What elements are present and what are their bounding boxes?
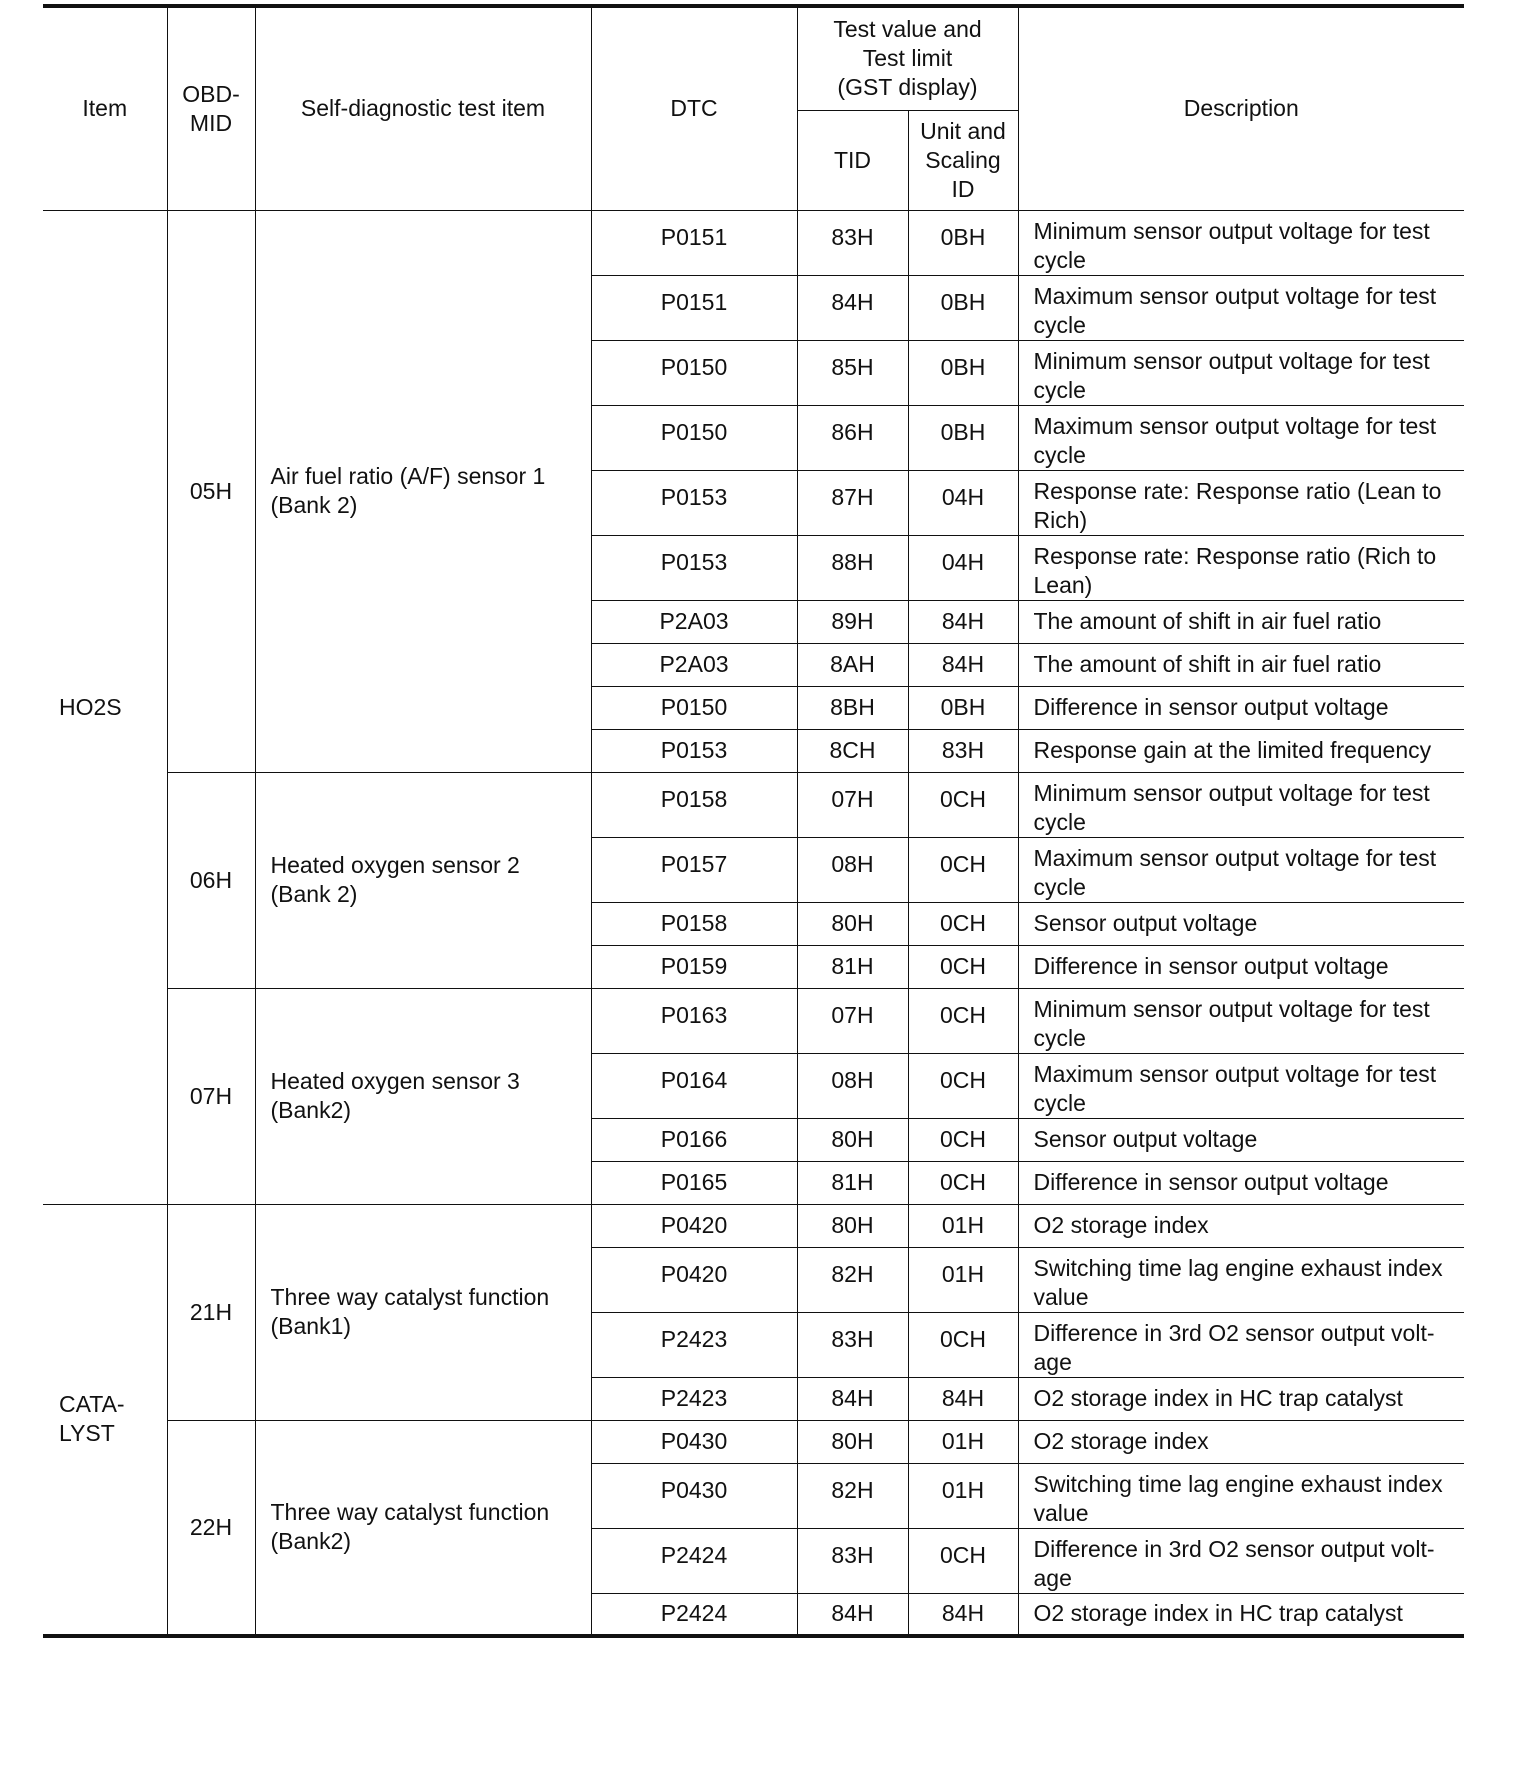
- unit-scaling-cell: 0BH: [908, 686, 1018, 729]
- unit-scaling-cell: 01H: [908, 1420, 1018, 1463]
- dtc-cell: P0158: [591, 772, 797, 837]
- dtc-cell: P0166: [591, 1118, 797, 1161]
- description-cell: Switching time lag engine exhaust index value: [1018, 1463, 1464, 1528]
- dtc-cell: P2424: [591, 1593, 797, 1636]
- dtc-cell: P0151: [591, 275, 797, 340]
- tid-cell: 82H: [797, 1463, 908, 1528]
- tid-cell: 80H: [797, 1118, 908, 1161]
- unit-scaling-cell: 0CH: [908, 772, 1018, 837]
- description-cell: O2 storage index in HC trap catalyst: [1018, 1593, 1464, 1636]
- unit-scaling-cell: 83H: [908, 729, 1018, 772]
- description-cell: Response rate: Response ratio (Lean to Rich): [1018, 470, 1464, 535]
- unit-scaling-cell: 01H: [908, 1247, 1018, 1312]
- table-row: [43, 1420, 1464, 1463]
- table-row: [43, 1204, 1464, 1247]
- dtc-cell: P0420: [591, 1204, 797, 1247]
- tid-cell: 81H: [797, 945, 908, 988]
- tid-cell: 07H: [797, 988, 908, 1053]
- dtc-cell: P0150: [591, 405, 797, 470]
- table-row: [43, 988, 1464, 1053]
- tid-cell: 08H: [797, 837, 908, 902]
- unit-scaling-cell: 01H: [908, 1463, 1018, 1528]
- header-test-value: Test value and Test limit (GST display): [797, 6, 1018, 110]
- description-cell: The amount of shift in air fuel ratio: [1018, 643, 1464, 686]
- dtc-cell: P0150: [591, 340, 797, 405]
- dtc-cell: P0153: [591, 729, 797, 772]
- dtc-cell: P2A03: [591, 600, 797, 643]
- unit-scaling-cell: 0BH: [908, 275, 1018, 340]
- dtc-cell: P0151: [591, 210, 797, 275]
- unit-scaling-cell: 01H: [908, 1204, 1018, 1247]
- unit-scaling-cell: 84H: [908, 1377, 1018, 1420]
- tid-cell: 84H: [797, 275, 908, 340]
- description-cell: Difference in sensor output voltage: [1018, 1161, 1464, 1204]
- tid-cell: 81H: [797, 1161, 908, 1204]
- description-cell: Response gain at the limited frequency: [1018, 729, 1464, 772]
- unit-scaling-cell: 04H: [908, 470, 1018, 535]
- item-cell: HO2S: [43, 210, 167, 1204]
- unit-scaling-cell: 0CH: [908, 1312, 1018, 1377]
- description-cell: Minimum sensor output voltage for test cycle: [1018, 772, 1464, 837]
- tid-cell: 8BH: [797, 686, 908, 729]
- obd-mid-cell: 07H: [167, 988, 255, 1204]
- tid-cell: 80H: [797, 1204, 908, 1247]
- description-cell: Difference in 3rd O2 sensor output volt- age: [1018, 1312, 1464, 1377]
- description-cell: O2 storage index in HC trap catalyst: [1018, 1377, 1464, 1420]
- unit-scaling-cell: 84H: [908, 600, 1018, 643]
- tid-cell: 84H: [797, 1593, 908, 1636]
- tid-cell: 80H: [797, 902, 908, 945]
- table-body: [43, 210, 1464, 1636]
- unit-scaling-cell: 0CH: [908, 1528, 1018, 1593]
- dtc-cell: P2423: [591, 1377, 797, 1420]
- description-cell: Difference in sensor output voltage: [1018, 686, 1464, 729]
- item-cell: CATA- LYST: [43, 1204, 167, 1636]
- dtc-cell: P0150: [591, 686, 797, 729]
- tid-cell: 8AH: [797, 643, 908, 686]
- description-cell: Response rate: Response ratio (Rich to Lean): [1018, 535, 1464, 600]
- dtc-cell: P0164: [591, 1053, 797, 1118]
- dtc-cell: P0165: [591, 1161, 797, 1204]
- description-cell: Difference in sensor output voltage: [1018, 945, 1464, 988]
- unit-scaling-cell: 84H: [908, 643, 1018, 686]
- description-cell: Minimum sensor output voltage for test cycle: [1018, 210, 1464, 275]
- description-cell: Maximum sensor output voltage for test cycle: [1018, 275, 1464, 340]
- description-cell: O2 storage index: [1018, 1204, 1464, 1247]
- description-cell: Maximum sensor output voltage for test cycle: [1018, 1053, 1464, 1118]
- description-cell: Minimum sensor output voltage for test cycle: [1018, 340, 1464, 405]
- tid-cell: 86H: [797, 405, 908, 470]
- tid-cell: 80H: [797, 1420, 908, 1463]
- tid-cell: 85H: [797, 340, 908, 405]
- description-cell: O2 storage index: [1018, 1420, 1464, 1463]
- tid-cell: 83H: [797, 210, 908, 275]
- description-cell: Sensor output voltage: [1018, 1118, 1464, 1161]
- dtc-cell: P0153: [591, 470, 797, 535]
- unit-scaling-cell: 0CH: [908, 945, 1018, 988]
- unit-scaling-cell: 0CH: [908, 1053, 1018, 1118]
- test-item-cell: Heated oxygen sensor 3 (Bank2): [255, 988, 591, 1204]
- tid-cell: 82H: [797, 1247, 908, 1312]
- tid-cell: 84H: [797, 1377, 908, 1420]
- header-item: Item: [43, 6, 167, 210]
- dtc-cell: P0163: [591, 988, 797, 1053]
- dtc-cell: P0153: [591, 535, 797, 600]
- unit-scaling-cell: 84H: [908, 1593, 1018, 1636]
- description-cell: Sensor output voltage: [1018, 902, 1464, 945]
- table-row: [43, 210, 1464, 275]
- dtc-cell: P2423: [591, 1312, 797, 1377]
- obd-test-table: [43, 4, 1464, 1638]
- table-header: [43, 6, 1464, 210]
- unit-scaling-cell: 0BH: [908, 340, 1018, 405]
- test-item-cell: Air fuel ratio (A/F) sensor 1 (Bank 2): [255, 210, 591, 772]
- obd-mid-cell: 21H: [167, 1204, 255, 1420]
- obd-mid-cell: 06H: [167, 772, 255, 988]
- test-item-cell: Three way catalyst function (Bank2): [255, 1420, 591, 1636]
- tid-cell: 08H: [797, 1053, 908, 1118]
- unit-scaling-cell: 0CH: [908, 1161, 1018, 1204]
- obd-mid-cell: 05H: [167, 210, 255, 772]
- description-cell: Switching time lag engine exhaust index value: [1018, 1247, 1464, 1312]
- dtc-cell: P0159: [591, 945, 797, 988]
- unit-scaling-cell: 0CH: [908, 1118, 1018, 1161]
- tid-cell: 83H: [797, 1312, 908, 1377]
- tid-cell: 87H: [797, 470, 908, 535]
- dtc-cell: P0158: [591, 902, 797, 945]
- unit-scaling-cell: 0CH: [908, 902, 1018, 945]
- tid-cell: 83H: [797, 1528, 908, 1593]
- description-cell: Maximum sensor output voltage for test cycle: [1018, 405, 1464, 470]
- dtc-cell: P2424: [591, 1528, 797, 1593]
- tid-cell: 07H: [797, 772, 908, 837]
- tid-cell: 88H: [797, 535, 908, 600]
- description-cell: Minimum sensor output voltage for test cycle: [1018, 988, 1464, 1053]
- header-unit-scaling-id: Unit and Scaling ID: [908, 110, 1018, 210]
- dtc-cell: P0430: [591, 1420, 797, 1463]
- header-obd-mid: OBD- MID: [167, 6, 255, 210]
- header-dtc: DTC: [591, 6, 797, 210]
- description-cell: Difference in 3rd O2 sensor output volt- age: [1018, 1528, 1464, 1593]
- unit-scaling-cell: 0BH: [908, 405, 1018, 470]
- test-item-cell: Three way catalyst function (Bank1): [255, 1204, 591, 1420]
- dtc-cell: P0157: [591, 837, 797, 902]
- dtc-cell: P2A03: [591, 643, 797, 686]
- dtc-cell: P0430: [591, 1463, 797, 1528]
- unit-scaling-cell: 0CH: [908, 837, 1018, 902]
- tid-cell: 8CH: [797, 729, 908, 772]
- table-row: [43, 772, 1464, 837]
- dtc-cell: P0420: [591, 1247, 797, 1312]
- header-test-item: Self-diagnostic test item: [255, 6, 591, 210]
- unit-scaling-cell: 0BH: [908, 210, 1018, 275]
- unit-scaling-cell: 0CH: [908, 988, 1018, 1053]
- unit-scaling-cell: 04H: [908, 535, 1018, 600]
- tid-cell: 89H: [797, 600, 908, 643]
- header-description: Description: [1018, 6, 1464, 210]
- obd-mid-cell: 22H: [167, 1420, 255, 1636]
- header-tid: TID: [797, 110, 908, 210]
- description-cell: The amount of shift in air fuel ratio: [1018, 600, 1464, 643]
- description-cell: Maximum sensor output voltage for test cycle: [1018, 837, 1464, 902]
- test-item-cell: Heated oxygen sensor 2 (Bank 2): [255, 772, 591, 988]
